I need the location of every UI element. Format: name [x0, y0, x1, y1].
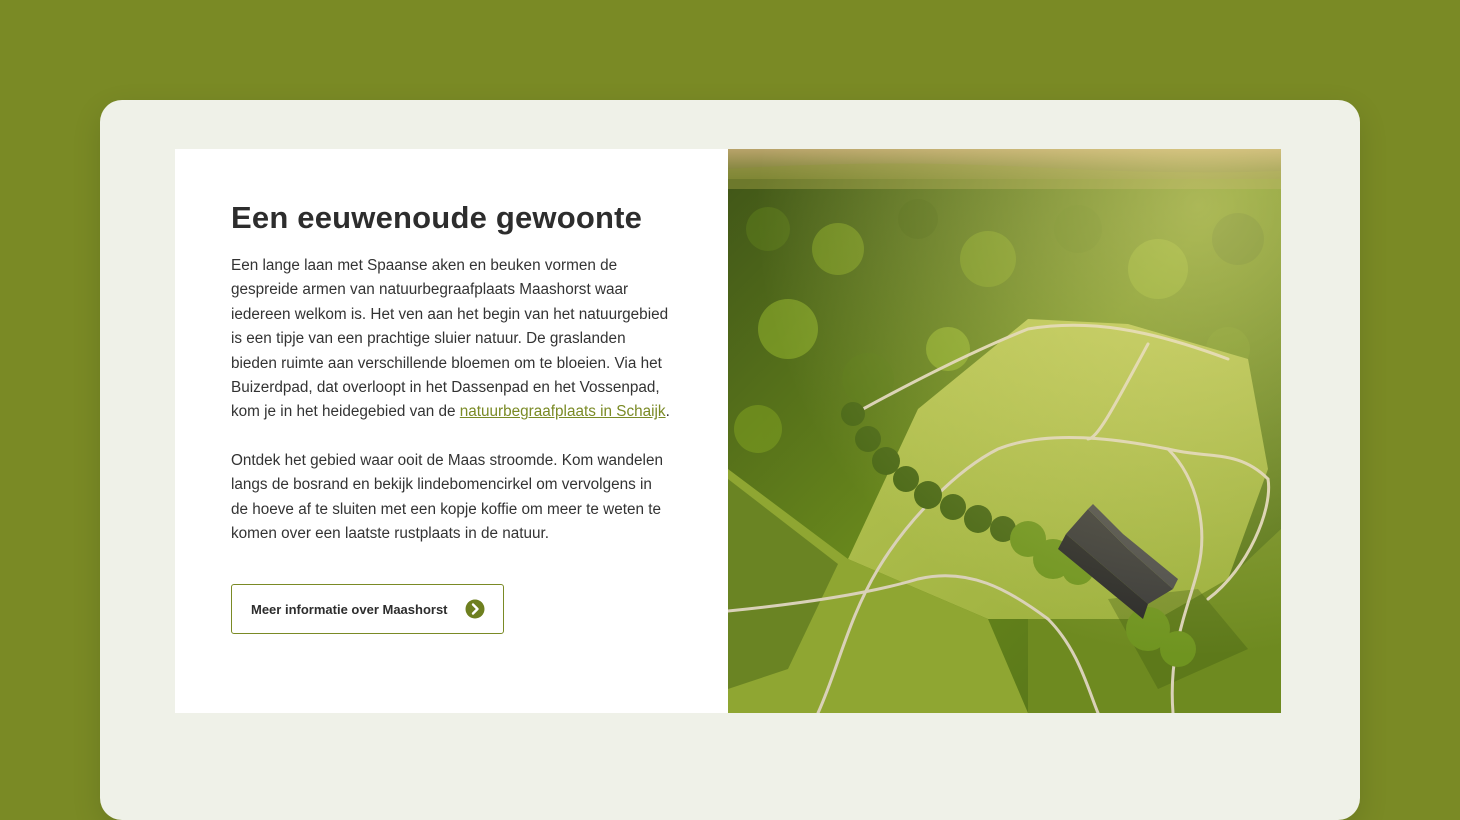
- more-info-button[interactable]: [231, 584, 504, 634]
- aerial-landscape-image: [728, 149, 1281, 713]
- text-column: [175, 149, 728, 713]
- content-card: [100, 100, 1360, 820]
- section-title: Een eeuwenoude gewoonte: [231, 200, 643, 235]
- chevron-right-circle-icon: [465, 599, 485, 619]
- schaijk-link[interactable]: natuurbegraafplaats in Schaijk: [459, 403, 666, 421]
- intro-paragraph: [231, 254, 672, 425]
- intro-text-end: .: [665, 403, 670, 421]
- intro-text: Een lange laan met Spaanse aken en beuken vormen de gespreide armen van natuurbegraafplaats Maashorst waar iedereen welkom is. Het ven aan het begin van het natuurgebied is een tipje van een prachtige sluier natuur. De graslanden bieden ruimte aan verschillende bloemen om te bloeien. Via het Buizerdpad, dat overloopt in het Dassenpad en het Vossenpad, kom je in het heidegebied van de: [231, 257, 669, 421]
- feature-panel: [175, 149, 1281, 713]
- more-info-button-label: Meer informatie over Maashorst: [251, 601, 448, 617]
- second-paragraph: Ontdek het gebied waar ooit de Maas stroomde. Kom wandelen langs de bosrand en bekijk lindebomencirkel om vervolgens in de hoeve af te sluiten met een kopje koffie om meer te weten te komen over een laatste rustplaats in de natuur.: [231, 451, 663, 543]
